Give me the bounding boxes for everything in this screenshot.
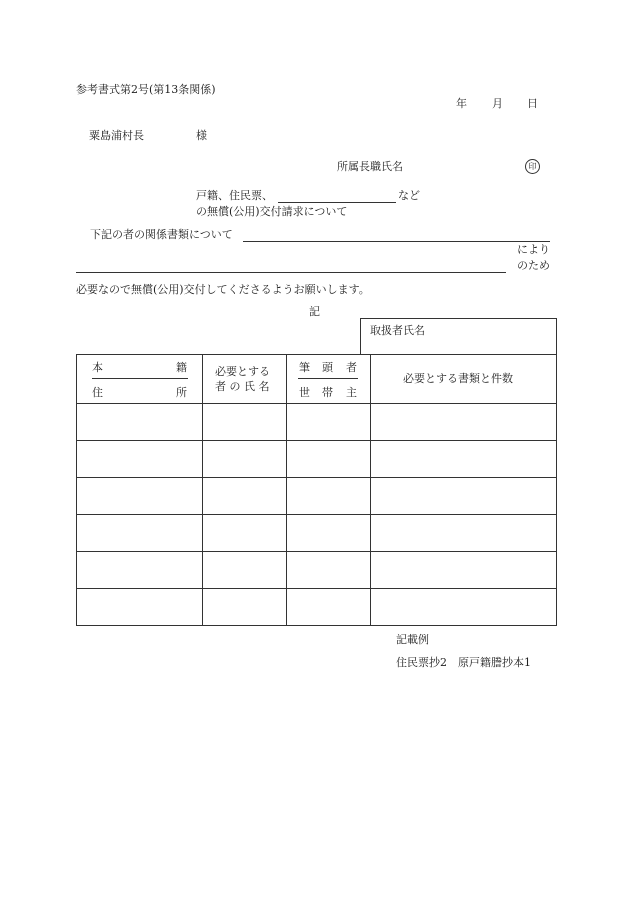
- header-hittosha-a: 筆: [299, 361, 310, 374]
- header-documents-count: 必要とする書類と件数: [403, 372, 513, 385]
- ki-label: 記: [309, 305, 320, 318]
- table-row-divider-4: [76, 551, 557, 552]
- example-title: 記載例: [396, 633, 429, 646]
- table-row-divider-2: [76, 477, 557, 478]
- header-setainushi-b: 帯: [322, 386, 333, 399]
- date-year-label: 年: [456, 97, 467, 110]
- header-setainushi-a: 世: [299, 386, 310, 399]
- subject-line2: の無償(公用)交付請求について: [196, 205, 348, 218]
- handler-label: 取扱者氏名: [370, 324, 425, 337]
- subject-line1-suffix: など: [398, 189, 420, 202]
- for-purpose-label: のため: [517, 259, 550, 272]
- request-sentence: 必要なので無償(公用)交付してくださるようお願いします。: [76, 283, 370, 296]
- header-hittosha-b: 頭: [322, 361, 333, 374]
- header-jusho-b: 所: [176, 386, 187, 399]
- header-needed-person-line2: 者 の 氏 名: [215, 380, 270, 393]
- recipient-name: 粟島浦村長: [89, 129, 144, 142]
- table-row-divider-3: [76, 514, 557, 515]
- table-col-divider-2: [286, 354, 287, 626]
- header-jusho-a: 住: [92, 386, 103, 399]
- seal-icon: 印: [525, 159, 540, 174]
- form-reference-label: 参考書式第2号(第13条関係): [76, 83, 216, 96]
- header-honseki-a: 本: [92, 361, 103, 374]
- purpose-blank-line: [76, 272, 506, 273]
- header-hittosha-c: 者: [346, 361, 357, 374]
- request-table: [76, 354, 557, 626]
- table-row-divider-5: [76, 588, 557, 589]
- sender-title-label: 所属長職氏名: [337, 160, 403, 173]
- header-needed-person-line1: 必要とする: [215, 365, 270, 378]
- example-text: 住民票抄2 原戸籍謄抄本1: [396, 656, 531, 669]
- recipient-honorific: 様: [196, 129, 207, 142]
- by-reason-label: により: [517, 243, 550, 256]
- header-setainushi-c: 主: [346, 386, 357, 399]
- table-row-divider-1: [76, 440, 557, 441]
- intro-blank-line: [243, 241, 550, 242]
- table-row-divider-header: [76, 403, 557, 404]
- header-honseki-b: 籍: [176, 361, 187, 374]
- date-day-label: 日: [527, 97, 538, 110]
- table-col-divider-1: [202, 354, 203, 626]
- table-col-divider-3: [370, 354, 371, 626]
- subject-line1-prefix: 戸籍、住民票、: [196, 189, 273, 202]
- date-month-label: 月: [492, 97, 503, 110]
- header-col3-split: [298, 378, 358, 379]
- subject-blank-line: [278, 202, 396, 203]
- header-col1-split: [92, 378, 188, 379]
- body-intro: 下記の者の関係書類について: [90, 228, 233, 241]
